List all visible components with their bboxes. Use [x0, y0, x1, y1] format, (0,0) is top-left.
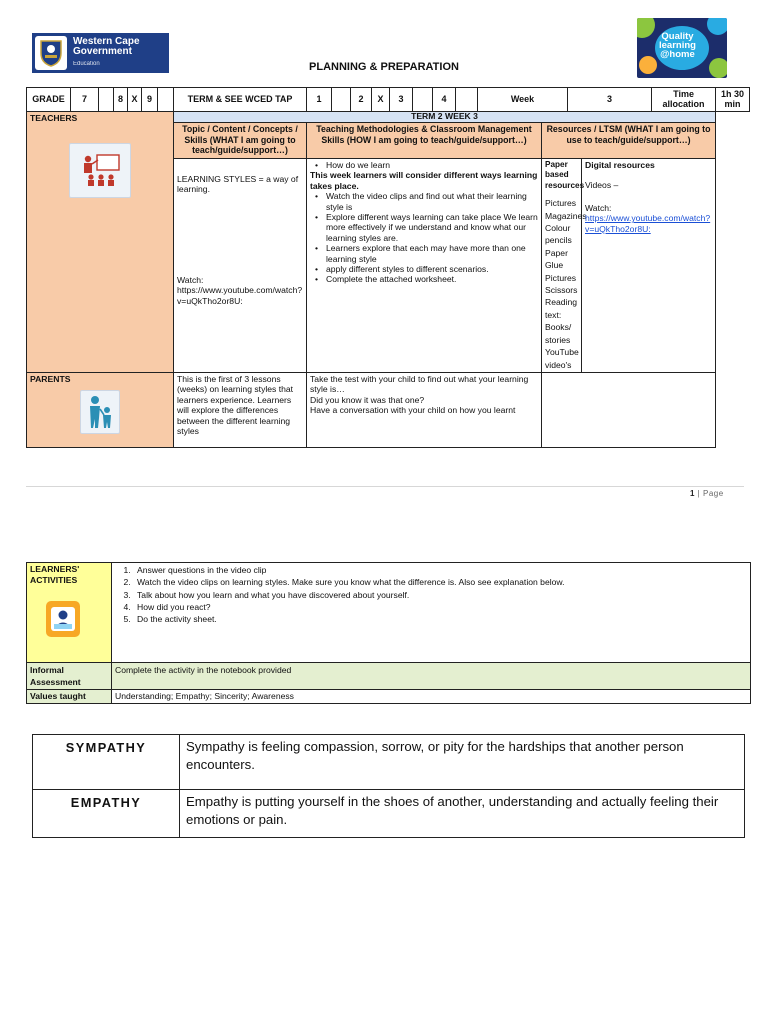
col-topic-header: Topic / Content / Concepts / Skills (WHAT I am going to teach/guide/support…) — [174, 123, 307, 159]
planning-table — [26, 87, 750, 448]
watch-label: Watch: — [177, 274, 204, 285]
term-option — [413, 88, 433, 112]
definition-term: SYMPATHY — [33, 735, 180, 790]
grade-option: 9 — [142, 88, 158, 112]
watch-url[interactable]: https://www.youtube.com/watch?v=uQkTho2or8U: — [177, 285, 303, 306]
parents-methods-cell — [307, 372, 542, 447]
parents-method: Take the test with your child to find out what your learning style is… — [310, 373, 529, 395]
parents-method: Have a conversation with your child on how you learnt — [310, 405, 516, 416]
term-week-header: TERM 2 WEEK 3 — [174, 112, 716, 123]
methods-item: • Explore different ways learning can take place We learn more effectively if we understand and know what our learning styles are. — [310, 212, 538, 243]
paper-item: Pictures — [545, 198, 577, 209]
activity-item: 1. Answer questions in the video clip — [133, 564, 747, 576]
paper-item: Scissors — [545, 285, 578, 296]
parents-method: Did you know it was that one? — [310, 394, 425, 405]
informal-label: Informal Assessment — [27, 663, 112, 690]
digital-resources-cell — [582, 159, 716, 373]
methods-item: • Watch the video clips and find out what their learning style is — [310, 191, 538, 212]
methods-cell — [307, 159, 542, 373]
parents-label: PARENTS — [30, 373, 71, 384]
page-word: Page — [702, 489, 724, 498]
teacher-icon — [69, 143, 131, 198]
definitions-table — [32, 734, 745, 838]
parents-icon — [80, 390, 120, 434]
methods-item: • apply different styles to different scenarios. — [310, 264, 538, 274]
grade-option: 7 — [71, 88, 99, 112]
paper-item: Reading text: — [545, 297, 578, 320]
parents-content: This is the first of 3 lessons (weeks) on learning styles that learners experience. Learners will explore the differences between the different learning styles — [174, 372, 307, 447]
methods-bold: This week learners will consider different ways learning takes place. — [310, 170, 538, 191]
topic-cell — [174, 159, 307, 373]
term-option: 2 — [351, 88, 372, 112]
values-label: Values taught — [27, 690, 112, 704]
time-value: 1h 30 min — [716, 88, 750, 112]
paper-item: Glue — [545, 260, 564, 271]
grade-option — [158, 88, 174, 112]
col-resources-header: Resources / LTSM (WHAT I am going to use to teach/guide/support…) — [542, 123, 716, 159]
learners-activities-cell — [112, 563, 751, 663]
learners-table — [26, 562, 751, 704]
parents-cell — [27, 372, 174, 447]
logo-line-3: Education — [73, 61, 100, 67]
informal-value: Complete the activity in the notebook provided — [112, 663, 751, 690]
paper-item: YouTube video's — [545, 347, 579, 370]
term-option: X — [372, 88, 390, 112]
grade-option: X — [128, 88, 142, 112]
teachers-cell — [27, 112, 174, 373]
logo-line-2: Government — [73, 46, 132, 57]
values-value: Understanding; Empathy; Sincerity; Awareness — [112, 690, 751, 704]
definition-text: Sympathy is feeling compassion, sorrow, or pity for the hardships that another person encounters. — [180, 735, 745, 790]
methods-item: • Learners explore that each may have more than one learning style — [310, 243, 538, 264]
activity-item: 4. How did you react? — [133, 601, 747, 613]
col-methods-header: Teaching Methodologies & Classroom Management Skills (HOW I am going to teach/guide/support…) — [307, 123, 542, 159]
term-option: 4 — [433, 88, 456, 112]
definition-text: Empathy is putting yourself in the shoes of another, understanding and actually feeling their emotions or pain. — [180, 790, 745, 838]
logo-home: @home — [660, 49, 695, 60]
paper-item: Colour pencils — [545, 223, 572, 246]
paper-item: Books/ stories — [545, 322, 572, 345]
digital-watch: Watch: — [585, 202, 612, 213]
paper-header: Paper based resources — [545, 160, 585, 190]
logo-learning: learning — [659, 40, 696, 51]
term-option: 1 — [307, 88, 332, 112]
page-title: PLANNING & PREPARATION — [309, 61, 459, 73]
topic-text: LEARNING STYLES = a way of learning. — [177, 174, 299, 195]
activity-item: 2. Watch the video clips on learning styles. Make sure you know what the difference is. Also see explanation below. — [133, 576, 747, 588]
term-option — [456, 88, 478, 112]
parents-resources-cell — [542, 372, 716, 447]
digital-link[interactable]: https://www.youtube.com/watch?v=uQkTho2or8U: — [585, 213, 711, 234]
methods-item: • Complete the attached worksheet. — [310, 274, 538, 284]
term-option — [332, 88, 351, 112]
methods-item: • How do we learn — [310, 160, 538, 170]
paper-item: Pictures — [545, 272, 577, 283]
logo-line-1: Western Cape — [73, 36, 140, 47]
learner-icon — [46, 601, 80, 637]
grade-option: 8 — [114, 88, 128, 112]
term-label: TERM & SEE WCED TAP — [174, 88, 307, 112]
definition-term: EMPATHY — [33, 790, 180, 838]
teachers-label: TEACHERS — [30, 113, 78, 123]
learners-label-cell — [27, 563, 112, 663]
page-number: 1 | Page — [690, 489, 724, 498]
grade-label: GRADE — [27, 88, 71, 112]
activity-item: 3. Talk about how you learn and what you have discovered about yourself. — [133, 589, 747, 601]
digital-videos: Videos – — [585, 180, 619, 191]
page-number-value: 1 — [690, 489, 695, 498]
paper-item: Paper — [545, 247, 568, 258]
week-value: 3 — [568, 88, 652, 112]
learners-label: LEARNERS' ACTIVITIES — [30, 564, 80, 585]
grade-option — [99, 88, 114, 112]
week-label: Week — [478, 88, 568, 112]
paper-resources-cell — [542, 159, 587, 373]
activity-item: 5. Do the activity sheet. — [133, 613, 747, 625]
footer-divider — [26, 486, 744, 487]
term-option: 3 — [390, 88, 413, 112]
digital-header: Digital resources — [585, 160, 655, 170]
logo-quality: Quality — [661, 31, 694, 42]
paper-item: Magazines — [545, 210, 587, 221]
time-label: Time allocation — [652, 88, 716, 112]
